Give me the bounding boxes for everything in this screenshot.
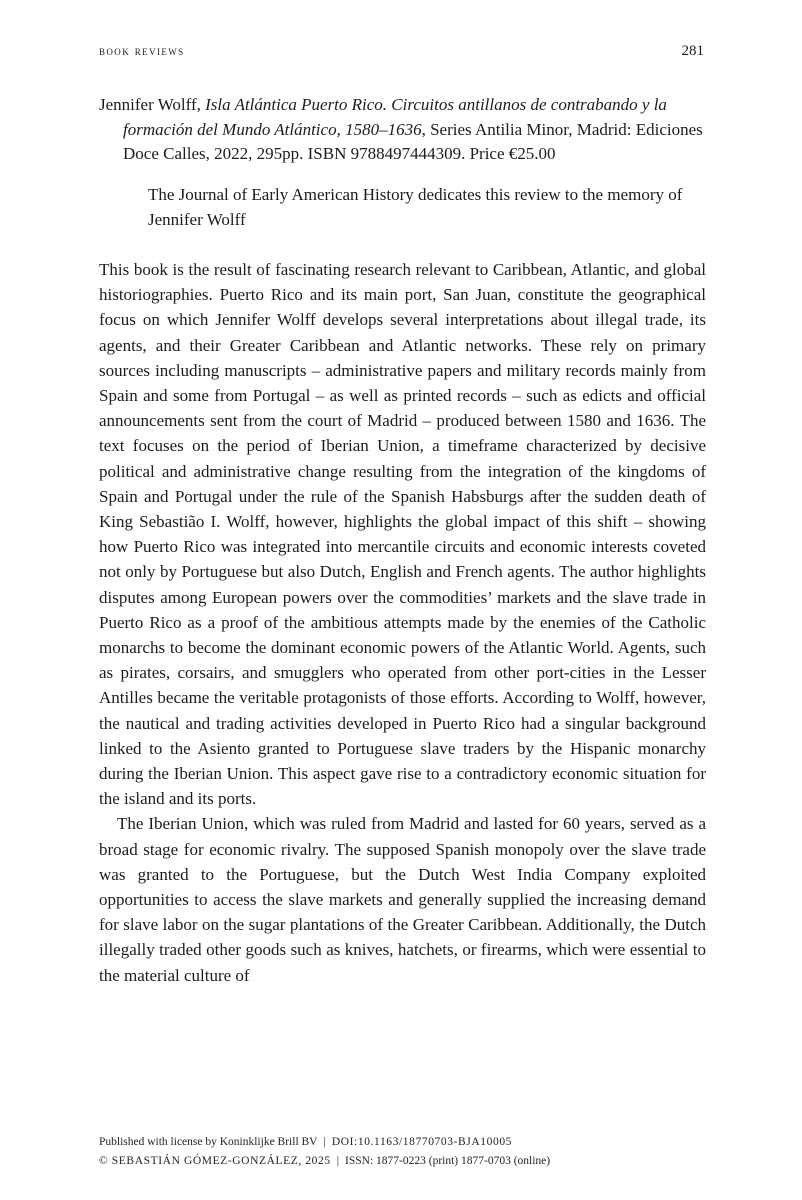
copyright: © SEBASTIÁN GÓMEZ-GONZÁLEZ, 2025 — [99, 1155, 331, 1167]
review-body — [99, 257, 706, 988]
dedication: The Journal of Early American History dedicates this review to the memory of Jennifer Wolff — [148, 185, 683, 229]
running-head — [99, 43, 704, 60]
page-number: 281 — [681, 43, 704, 59]
paragraph: The Iberian Union, which was ruled from Madrid and lasted for 60 years, served as a broad stage for economic rivalry. The supposed Spanish monopoly over the slave trade was granted to the Portuguese, but the Dutch West India Company exploited opportunities to access the slave markets and generally supplied the increasing demand for slave labor on the sugar plantations of the Greater Caribbean. Additionally, the Dutch illegally traded other goods such as knives, hatchets, or firearms, which were essential to the material culture of — [99, 814, 706, 985]
footer-line-2 — [99, 1152, 719, 1171]
footer-line-1 — [99, 1133, 719, 1152]
citation-author: Jennifer Wolff, — [99, 95, 201, 114]
paragraph: This book is the result of fascinating research relevant to Caribbean, Atlantic, and global historiographies. Puerto Rico and its main port, San Juan, constitute the geographical focus on which Jennifer Wolff develops several interpretations about illegal trade, its agents, and their Greater Caribbean and Atlantic networks. These rely on primary sources including manuscripts – administrative papers and military records mainly from Spain and some from Portugal – as well as printed records – such as edicts and official announcements sent from the court of Madrid – produced between 1580 and 1636. The text focuses on the period of Iberian Union, a timeframe characterized by decisive political and administrative change resulting from the integration of the kingdoms of Spain and Portugal under the rule of the Spanish Habsburgs after the sudden death of King Sebastião I. Wolff, however, highlights the global impact of this shift – showing how Puerto Rico was integrated into mercantile circuits and economic interests coveted not only by Portuguese but also Dutch, English and French agents. The author highlights disputes among European powers over the commodities’ markets and the slave trade in Puerto Rico as a proof of the ambitious attempts made by the enemies of the Catholic monarchs to become the dominant economic powers of the Atlantic World. Agents, such as pirates, corsairs, and smugglers who operated from other port-cities in the Lesser Antilles became the veritable protagonists of those efforts. According to Wolff, however, the nautical and trading activities developed in Puerto Rico had a singular background linked to the Asiento granted to Portuguese slave traders by the Hispanic monarchy during the Iberian Union. This aspect gave rise to a contradictory economic situation for the island and its ports. — [99, 260, 706, 809]
separator: | — [323, 1136, 326, 1148]
page-footer — [99, 1133, 719, 1171]
section-label: book reviews — [99, 43, 185, 58]
license-text: Published with license by Koninklijke Brill BV — [99, 1136, 318, 1148]
separator: | — [336, 1155, 340, 1167]
doi: DOI:10.1163/18770703-BJA10005 — [331, 1136, 513, 1148]
citation-details: , Series Antilia Minor, Madrid: Ediciones Doce Calles, 2022, 295pp. ISBN 9788497444309. Price €25.00 — [123, 119, 703, 163]
issn: ISSN: 1877-0223 (print) 1877-0703 (online) — [345, 1155, 551, 1167]
book-citation — [99, 93, 730, 167]
citation-title: Isla Atlántica Puerto Rico. Circuitos antillanos de contrabando y la formación del Mundo Atlántico, 1580–1636 — [123, 95, 667, 139]
